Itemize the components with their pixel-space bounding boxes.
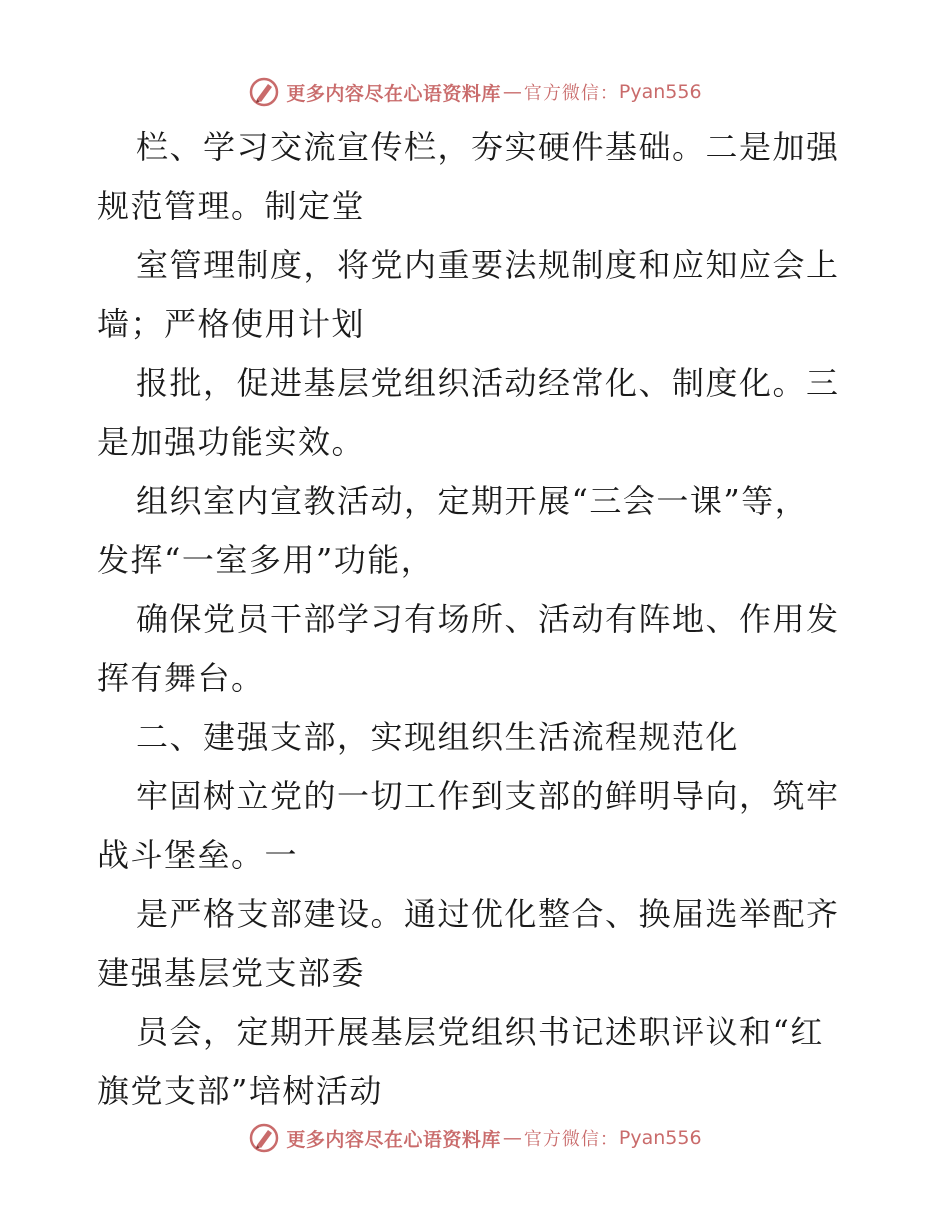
watermark-id: Pyan556 <box>618 1127 702 1149</box>
paragraph-line: 旗党支部”培树活动 <box>97 1072 383 1110</box>
section-heading: 二、建强支部，实现组织生活流程规范化 <box>136 718 740 756</box>
paragraph-line: 挥有舞台。 <box>97 659 265 697</box>
footer-watermark <box>0 1118 950 1158</box>
paragraph-line: 室管理制度，将党内重要法规制度和应知应会上 <box>136 246 840 284</box>
paragraph-line: 建强基层党支部委 <box>97 954 366 992</box>
paragraph-line: 确保党员干部学习有场所、活动有阵地、作用发 <box>136 600 840 638</box>
paragraph-line: 牢固树立党的一切工作到支部的鲜明导向，筑牢 <box>136 777 840 815</box>
watermark-main-text: 更多内容尽在心语资料库 <box>286 82 501 105</box>
watermark-dash: — <box>502 81 522 103</box>
paragraph-line: 员会，定期开展基层党组织书记述职评议和“红 <box>136 1013 824 1051</box>
watermark-id: Pyan556 <box>618 81 702 103</box>
paragraph-line: 是加强功能实效。 <box>97 423 366 461</box>
paragraph-line: 发挥“一室多用”功能， <box>97 541 435 579</box>
paragraph-line: 栏、学习交流宣传栏，夯实硬件基础。二是加强 <box>136 128 840 166</box>
paragraph-line: 规范管理。制定堂 <box>97 187 366 225</box>
header-watermark <box>0 72 950 112</box>
pen-logo-icon <box>248 76 280 108</box>
document-body <box>97 118 857 1121</box>
paragraph-line: 报批，促进基层党组织活动经常化、制度化。三 <box>136 364 840 402</box>
paragraph-line: 墙；严格使用计划 <box>97 305 366 343</box>
pen-logo-icon <box>248 1122 280 1154</box>
paragraph-line: 战斗堡垒。一 <box>97 836 299 874</box>
watermark-sub-text: 官方微信： <box>523 1129 619 1150</box>
watermark-sub-text: 官方微信： <box>523 83 619 104</box>
watermark-main-text: 更多内容尽在心语资料库 <box>286 1128 501 1151</box>
paragraph-line: 组织室内宣教活动，定期开展“三会一课”等， <box>136 482 809 520</box>
paragraph-line: 是严格支部建设。通过优化整合、换届选举配齐 <box>136 895 840 933</box>
watermark-dash: — <box>502 1127 522 1149</box>
